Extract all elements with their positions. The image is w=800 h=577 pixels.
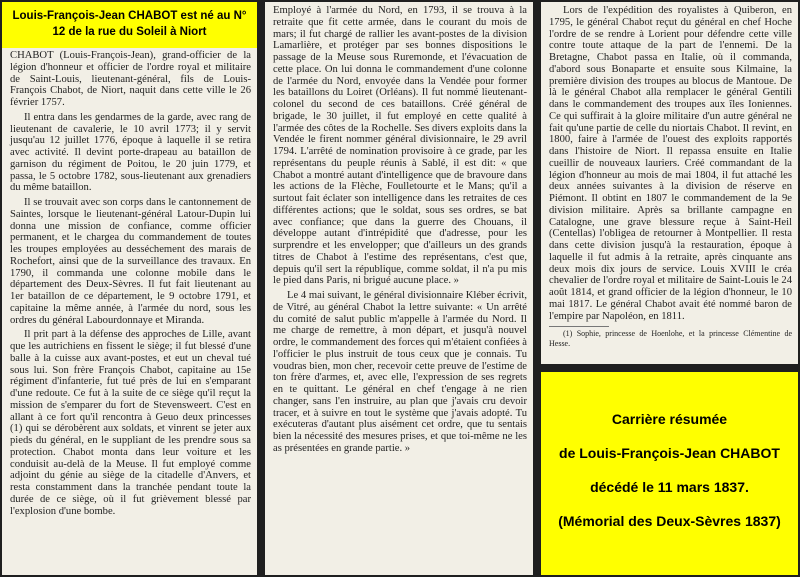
summary-banner xyxy=(541,372,798,575)
title-line-1: Louis-François-Jean CHABOT est né au N° xyxy=(12,10,247,22)
paragraph: Il entra dans les gendarmes de la garde, avec rang de lieutenant de cavalerie, le 10 avril 1773; il y servit jusqu'au 12 juillet 1776, époque à laquelle il se retira avec activité. Il devint porte-drapeau au bataillon de garnison du régiment de Poitou, le 20 juin 1779, et passa, le 5 octobre 1782, sous-lieutenant aux grenadiers du même bataillon. xyxy=(10,111,251,194)
title-line-2: 12 de la rue du Soleil à Niort xyxy=(52,26,207,38)
paragraph: CHABOT (Louis-François-Jean), grand-officier de la légion d'honneur et officier de l'ordre royal et militaire de Saint-Louis, lieutenant-général, fils de Louis-François Chabot, de Niort, naquit dans cette ville le 26 février 1757. xyxy=(10,50,251,108)
text-column-1 xyxy=(2,2,257,575)
title-banner xyxy=(2,2,257,48)
paragraph: Il se trouvait avec son corps dans le cantonnement de Saintes, lorsque le lieutenant-général Latour-Dupin lui donna une mission de confiance, comme officier permanent, et le chargea du commandement de toutes les troupes employées au desséchement des marais de Rochefort, ainsi que de la surveillance des travaux. En 1790, il commanda une colonne mobile dans le département des Deux-Sèvres. Il fut fait lieutenant au 1er bataillon de ce département, le 9 octobre 1791, et capitaine la même année, à l'armée du nord, sous les ordres du général Labourdonnaye et Miranda. xyxy=(10,197,251,326)
text-column-3 xyxy=(541,2,798,364)
footnote: (1) Sophie, princesse de Hoenlohe, et la princesse Clémentine de Hesse. xyxy=(549,329,792,349)
paragraph: Lors de l'expédition des royalistes à Quiberon, en 1795, le général Chabot reçut du général en chef Hoche l'ordre de se rendre à Lorient pour défendre cette ville contre toute attaque de la part de l'ennemi. De la Bretagne, Chabot passa en Italie, où il commanda, d'abord sous Bonaparte et ensuite sous Kilmaine, la première division des troupes au blocus de Mantoue. De là le général Chabot alla remplacer le général Gentili dans le commandement des troupes aux îles Ioniennes. Ce qui suffirait à la gloire militaire d'un autre général ne fait qu'une partie de celle du niortais Chabot. Il revint, en 1800, faire à l'armée de l'ouest des exploits rapportés dans l'histoire de Niort. Il repassa ensuite en Italie cueillir de nouveaux lauriers. Créé commandant de la légion d'honneur au mois de mai 1804, il fut attaché les deux années suivantes à la division de réserve en Piémont. Il obtint en 1807 le commandement de la 9e division militaire. Après sa brillante campagne en Catalogne, une grave blessure reçue à Saint-Heil (Centellas) l'obligea de retourner à Montpellier. Il resta dans cette division jusqu'à la restauration, époque à laquelle il fut admis à la retraite, après cinquante ans deux mois dix jours de service. Louis XVIII le créa chevalier de l'ordre royal et militaire de Saint-Louis le 24 août 1814, et grand officier de la légion d'honneur, le 10 mai 1817. Le général Chabot avait été nommé baron de l'empire par Napoléon, en 1811. xyxy=(549,5,792,322)
summary-line-1: Carrière résumée xyxy=(611,411,728,427)
paragraph: Il prit part à la défense des approches de Lille, avant que les autrichiens en fissent le siège; il fut blessé d'une balle à la cuisse aux avant-postes, et eut un cheval tué sous lui. Son frère François Chabot, capitaine au 15e régiment d'infanterie, fut tué près de lui en s'emparant d'une redoute. Ce fut à la suite de ce siège qu'il reçut la mission de s'emparer du fort de Stevensweert. C'est en allant à ce fort qu'il rencontra à Geuo deux princesses (1) qui se dérobèrent aux soldats, et vinrent se jeter aux pieds du général, en le suppliant de les prendre sous sa protection. Chabot monta dans leur voiture et les conduisit au-delà de la Meuse. Il fut employé comme adjoint du génie au siège de la citadelle d'Anvers, et resta constamment dans la tranchée pendant toute la durée de ce siège, où il fut grièvement blessé par l'explosion d'une bombe. xyxy=(10,329,251,517)
footnote-divider xyxy=(549,326,609,327)
paragraph: Le 4 mai suivant, le général divisionnaire Kléber écrivit, de Vitré, au général Chabot la lettre suivante: « Un arrêté du comité de salut public m'appelle à l'armée du Nord. Il me charge de remettre, à mon départ, et jusqu'à nouvel ordre, le commandement des forces qui m'étaient confiées à l'officier le plus instruit de tous ceux que je connais. Tu voudras bien, mon cher, recevoir cette preuve de l'estime de ton frère d'armes, et, avec elle, l'expression de ses regrets en te quittant. Le général en chef t'engage à ne rien changer, sans l'en instruire, au plan que j'avais cru devoir tracer, et à suivre en tout le système que j'avais adopté. Tu exécuteras d'autant plus aisément cet ordre, que tu sentais bien la nécessité des mesures prises, et que toi-même ne les as présentées en grande partie. » xyxy=(273,290,527,454)
summary-line-3: décédé le 11 mars 1837. xyxy=(590,479,749,495)
paragraph: Employé à l'armée du Nord, en 1793, il se trouva à la retraite que fit cette armée, dans le courant du mois de mars; il fut chargé de rallier les avant-postes de la division Lamarlière, et protéger par ses bonnes dispositions le passage de la Meuse sous Ruremonde, et l'évacuation de cette place. On lui donna le commandement d'une colonne de l'armée du Nord, envoyée dans la Vendée pour former les bataillons du Loiret (Orléans). Il fut nommé lieutenant-colonel du second de ces bataillons. Créé général de brigade, le 30 juillet, il fut employé en cette qualité à l'armée des côtes de la Rochelle. Ses divers exploits dans la Vendée le firent nommer général divisionnaire, le 29 avril 1794. L'arrêté de nomination provisoire à ce grade, par les représentans du peuple réunis à Sablé, il est dit: « que Chabot a montré autant d'intelligence que de bravoure dans les actions de la Flèche, Foulletourte et le Mans; qu'il a surtout fait éclater son intelligence dans les retraites de ces différentes actions; que le soldat, sous ses ordres, se bat avec confiance; que dans la guerre des Chouans, il développe autant d'intrépidité que d'adresse, pour les surprendre et les envelopper; que d'ailleurs un des grands titres de Chabot à l'estime des représentans, c'est que, depuis qu'il sert la république, comme soldat, il n'a pu mis le pied dans Paris, ni brigué aucune place. » xyxy=(273,5,527,287)
text-column-2 xyxy=(265,2,533,575)
summary-line-2: de Louis-François-Jean CHABOT xyxy=(559,445,780,461)
summary-line-4: (Mémorial des Deux-Sèvres 1837) xyxy=(558,513,781,529)
